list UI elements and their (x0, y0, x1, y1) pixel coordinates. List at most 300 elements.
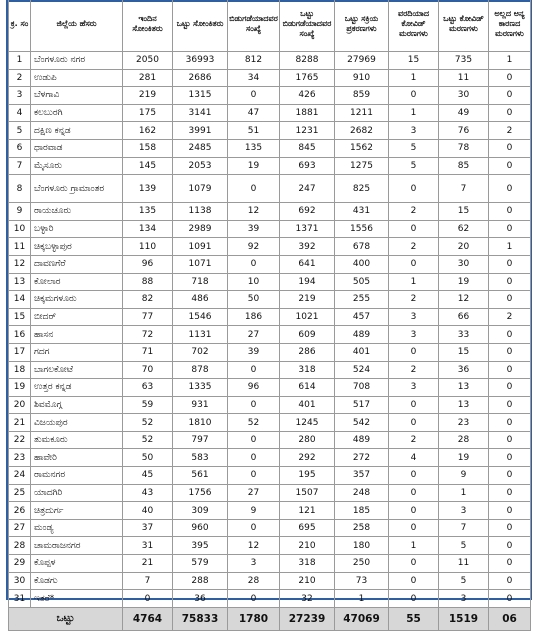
serial-cell: 17 (9, 343, 31, 361)
header-total-deaths: ಒಟ್ಟು ಕೋವಿಡ್ ಮರಣಗಳು (439, 0, 489, 52)
serial-cell: 11 (9, 238, 31, 256)
value-cell: 4 (389, 449, 439, 467)
table-row (9, 157, 531, 175)
district-name-cell: ಬಳ್ಳಾರಿ (31, 220, 123, 238)
value-cell: 1335 (173, 379, 228, 397)
value-cell: 27 (228, 326, 280, 344)
value-cell: 3 (389, 379, 439, 397)
value-cell: 272 (335, 449, 389, 467)
district-name-cell: ಬಾಗಲಕೋಟೆ (31, 361, 123, 379)
serial-cell: 12 (9, 255, 31, 273)
value-cell: 248 (335, 484, 389, 502)
value-cell: 76 (439, 122, 489, 140)
table-row (9, 590, 531, 608)
value-cell: 194 (280, 273, 335, 291)
district-name-cell: ದಕ್ಷಿಣ ಕನ್ನಡ (31, 122, 123, 140)
total-cell: 75833 (173, 607, 228, 630)
table-row (9, 238, 531, 256)
district-name-cell: ಕಲಬುರಗಿ (31, 104, 123, 122)
value-cell: 180 (335, 537, 389, 555)
value-cell: 542 (335, 414, 389, 432)
value-cell: 1507 (280, 484, 335, 502)
value-cell: 85 (439, 157, 489, 175)
serial-cell: 7 (9, 157, 31, 175)
value-cell: 0 (489, 104, 531, 122)
value-cell: 486 (173, 291, 228, 309)
value-cell: 280 (280, 431, 335, 449)
value-cell: 0 (489, 431, 531, 449)
value-cell: 0 (389, 87, 439, 105)
value-cell: 2053 (173, 157, 228, 175)
value-cell: 702 (173, 343, 228, 361)
value-cell: 162 (123, 122, 173, 140)
value-cell: 1275 (335, 157, 389, 175)
value-cell: 695 (280, 519, 335, 537)
district-name-cell: ಚಿಕ್ಕಮಗಳೂರು (31, 291, 123, 309)
value-cell: 88 (123, 273, 173, 291)
table-row (9, 87, 531, 105)
total-cell: 27239 (280, 607, 335, 630)
district-name-cell: ತುಮಕೂರು (31, 431, 123, 449)
table-row (9, 572, 531, 590)
value-cell: 878 (173, 361, 228, 379)
value-cell: 32 (280, 590, 335, 608)
value-cell: 59 (123, 396, 173, 414)
value-cell: 0 (228, 449, 280, 467)
value-cell: 0 (389, 255, 439, 273)
value-cell: 1021 (280, 308, 335, 326)
value-cell: 0 (489, 291, 531, 309)
value-cell: 27 (228, 484, 280, 502)
value-cell: 708 (335, 379, 389, 397)
value-cell: 40 (123, 502, 173, 520)
value-cell: 2485 (173, 139, 228, 157)
value-cell: 1371 (280, 220, 335, 238)
header-non-covid-deaths: ಅಲ್ಲದ ಅನ್ಯ ಕಾರಣದ ಮರಣಗಳು (489, 0, 531, 52)
value-cell: 175 (123, 104, 173, 122)
district-name-cell: ಹಾಸನ (31, 326, 123, 344)
value-cell: 5 (389, 139, 439, 157)
value-cell: 158 (123, 139, 173, 157)
value-cell: 31 (123, 537, 173, 555)
value-cell: 52 (123, 431, 173, 449)
district-name-cell: ರಾಯಚೂರು (31, 203, 123, 221)
value-cell: 583 (173, 449, 228, 467)
value-cell: 1810 (173, 414, 228, 432)
value-cell: 2 (489, 308, 531, 326)
value-cell: 50 (123, 449, 173, 467)
serial-cell: 26 (9, 502, 31, 520)
serial-cell: 21 (9, 414, 31, 432)
value-cell: 92 (228, 238, 280, 256)
table-row (9, 431, 531, 449)
serial-cell: 20 (9, 396, 31, 414)
value-cell: 78 (439, 139, 489, 157)
value-cell: 49 (439, 104, 489, 122)
value-cell: 110 (123, 238, 173, 256)
value-cell: 0 (489, 379, 531, 397)
table-row (9, 139, 531, 157)
table-row (9, 519, 531, 537)
value-cell: 5 (439, 572, 489, 590)
value-cell: 0 (489, 414, 531, 432)
district-name-cell: ರಾಮನಗರ (31, 467, 123, 485)
value-cell: 0 (489, 484, 531, 502)
serial-cell: 2 (9, 69, 31, 87)
value-cell: 0 (489, 157, 531, 175)
table-row (9, 484, 531, 502)
value-cell: 13 (439, 396, 489, 414)
value-cell: 12 (228, 537, 280, 555)
table-row (9, 449, 531, 467)
value-cell: 0 (228, 87, 280, 105)
district-name-cell: ಚಿಕ್ಕಬಳ್ಳಾಪುರ (31, 238, 123, 256)
value-cell: 0 (489, 519, 531, 537)
value-cell: 0 (489, 175, 531, 203)
value-cell: 517 (335, 396, 389, 414)
value-cell: 1315 (173, 87, 228, 105)
value-cell: 1 (489, 52, 531, 70)
total-label: ಒಟ್ಟು (9, 607, 123, 630)
district-name-cell: ದಾವಣಗೆರೆ (31, 255, 123, 273)
value-cell: 3141 (173, 104, 228, 122)
value-cell: 1 (439, 484, 489, 502)
value-cell: 1 (389, 273, 439, 291)
value-cell: 1 (489, 238, 531, 256)
value-cell: 34 (228, 69, 280, 87)
value-cell: 0 (389, 590, 439, 608)
value-cell: 12 (228, 203, 280, 221)
value-cell: 21 (123, 555, 173, 573)
value-cell: 7 (439, 175, 489, 203)
serial-cell: 22 (9, 431, 31, 449)
value-cell: 185 (335, 502, 389, 520)
header-district: ಜಿಲ್ಲೆಯ ಹೆಸರು (31, 0, 123, 52)
value-cell: 0 (489, 69, 531, 87)
serial-cell: 1 (9, 52, 31, 70)
value-cell: 2682 (335, 122, 389, 140)
value-cell: 73 (335, 572, 389, 590)
header-discharged: ಬಿಡುಗಡೆಯಾದವರ ಸಂಖ್ಯೆ (228, 0, 280, 52)
value-cell: 0 (228, 175, 280, 203)
value-cell: 0 (489, 590, 531, 608)
value-cell: 10 (228, 273, 280, 291)
value-cell: 0 (489, 361, 531, 379)
value-cell: 0 (489, 572, 531, 590)
value-cell: 401 (280, 396, 335, 414)
value-cell: 2989 (173, 220, 228, 238)
value-cell: 19 (439, 449, 489, 467)
value-cell: 0 (389, 555, 439, 573)
value-cell: 219 (280, 291, 335, 309)
district-name-cell: ಬೆಂಗಳೂರು ನಗರ (31, 52, 123, 70)
table-row (9, 361, 531, 379)
table-row (9, 537, 531, 555)
table-row (9, 555, 531, 573)
value-cell: 401 (335, 343, 389, 361)
district-name-cell: ಶಿವಮೊಗ್ಗ (31, 396, 123, 414)
value-cell: 70 (123, 361, 173, 379)
value-cell: 1 (389, 104, 439, 122)
serial-cell: 28 (9, 537, 31, 555)
value-cell: 7 (439, 519, 489, 537)
value-cell: 1756 (173, 484, 228, 502)
value-cell: 825 (335, 175, 389, 203)
serial-cell: 15 (9, 308, 31, 326)
district-name-cell: ಯಾದಗಿರಿ (31, 484, 123, 502)
value-cell: 0 (389, 502, 439, 520)
value-cell: 5 (389, 157, 439, 175)
district-name-cell: ಕೋಲಾರ (31, 273, 123, 291)
value-cell: 19 (439, 273, 489, 291)
value-cell: 72 (123, 326, 173, 344)
value-cell: 247 (280, 175, 335, 203)
value-cell: 0 (489, 449, 531, 467)
table-row (9, 343, 531, 361)
serial-cell: 9 (9, 203, 31, 221)
value-cell: 0 (489, 273, 531, 291)
value-cell: 210 (280, 537, 335, 555)
value-cell: 286 (280, 343, 335, 361)
value-cell: 0 (228, 519, 280, 537)
serial-cell: 14 (9, 291, 31, 309)
value-cell: 0 (228, 431, 280, 449)
value-cell: 45 (123, 467, 173, 485)
table-row (9, 502, 531, 520)
value-cell: 11 (439, 69, 489, 87)
value-cell: 39 (228, 343, 280, 361)
value-cell: 12 (439, 291, 489, 309)
value-cell: 66 (439, 308, 489, 326)
value-cell: 735 (439, 52, 489, 70)
district-name-cell: ಹಾವೇರಿ (31, 449, 123, 467)
table-row (9, 467, 531, 485)
total-row (9, 607, 531, 630)
value-cell: 145 (123, 157, 173, 175)
value-cell: 30 (439, 87, 489, 105)
value-cell: 5 (439, 537, 489, 555)
value-cell: 135 (123, 203, 173, 221)
value-cell: 71 (123, 343, 173, 361)
value-cell: 134 (123, 220, 173, 238)
value-cell: 505 (335, 273, 389, 291)
serial-cell: 8 (9, 175, 31, 203)
value-cell: 19 (228, 157, 280, 175)
total-cell: 47069 (335, 607, 389, 630)
total-cell: 1519 (439, 607, 489, 630)
value-cell: 23 (439, 414, 489, 432)
value-cell: 859 (335, 87, 389, 105)
value-cell: 3 (389, 326, 439, 344)
district-name-cell: ಚಾಮರಾಜನಗರ (31, 537, 123, 555)
value-cell: 678 (335, 238, 389, 256)
serial-cell: 5 (9, 122, 31, 140)
value-cell: 135 (228, 139, 280, 157)
value-cell: 2 (389, 431, 439, 449)
value-cell: 43 (123, 484, 173, 502)
value-cell: 0 (389, 572, 439, 590)
value-cell: 7 (123, 572, 173, 590)
district-name-cell: ಇತರೆ* (31, 590, 123, 608)
value-cell: 0 (489, 467, 531, 485)
serial-cell: 19 (9, 379, 31, 397)
table-row (9, 326, 531, 344)
value-cell: 219 (123, 87, 173, 105)
value-cell: 426 (280, 87, 335, 105)
value-cell: 1245 (280, 414, 335, 432)
value-cell: 11 (439, 555, 489, 573)
value-cell: 281 (123, 69, 173, 87)
value-cell: 39 (228, 220, 280, 238)
value-cell: 0 (489, 255, 531, 273)
value-cell: 195 (280, 467, 335, 485)
value-cell: 210 (280, 572, 335, 590)
value-cell: 0 (489, 555, 531, 573)
serial-cell: 13 (9, 273, 31, 291)
table-row (9, 255, 531, 273)
value-cell: 0 (228, 255, 280, 273)
value-cell: 33 (439, 326, 489, 344)
value-cell: 37 (123, 519, 173, 537)
value-cell: 431 (335, 203, 389, 221)
value-cell: 392 (280, 238, 335, 256)
value-cell: 0 (228, 590, 280, 608)
table-body (9, 52, 531, 608)
total-cell: 06 (489, 607, 531, 630)
table-row (9, 175, 531, 203)
value-cell: 3 (228, 555, 280, 573)
value-cell: 28 (228, 572, 280, 590)
value-cell: 0 (489, 326, 531, 344)
value-cell: 0 (389, 396, 439, 414)
value-cell: 36 (173, 590, 228, 608)
value-cell: 1131 (173, 326, 228, 344)
value-cell: 15 (439, 203, 489, 221)
value-cell: 309 (173, 502, 228, 520)
value-cell: 50 (228, 291, 280, 309)
value-cell: 82 (123, 291, 173, 309)
value-cell: 9 (228, 502, 280, 520)
value-cell: 2 (389, 238, 439, 256)
value-cell: 3 (439, 590, 489, 608)
value-cell: 3 (389, 308, 439, 326)
table-row (9, 203, 531, 221)
value-cell: 28 (439, 431, 489, 449)
value-cell: 1 (389, 537, 439, 555)
value-cell: 1231 (280, 122, 335, 140)
value-cell: 692 (280, 203, 335, 221)
value-cell: 52 (123, 414, 173, 432)
value-cell: 318 (280, 361, 335, 379)
value-cell: 0 (228, 396, 280, 414)
total-cell: 4764 (123, 607, 173, 630)
serial-cell: 10 (9, 220, 31, 238)
table-row (9, 396, 531, 414)
total-cell: 1780 (228, 607, 280, 630)
value-cell: 931 (173, 396, 228, 414)
value-cell: 0 (489, 537, 531, 555)
value-cell: 0 (389, 343, 439, 361)
value-cell: 1556 (335, 220, 389, 238)
value-cell: 36 (439, 361, 489, 379)
serial-cell: 29 (9, 555, 31, 573)
value-cell: 52 (228, 414, 280, 432)
value-cell: 0 (489, 203, 531, 221)
value-cell: 797 (173, 431, 228, 449)
value-cell: 288 (173, 572, 228, 590)
value-cell: 0 (389, 519, 439, 537)
serial-cell: 25 (9, 484, 31, 502)
district-name-cell: ಬೀದರ್ (31, 308, 123, 326)
value-cell: 2050 (123, 52, 173, 70)
header-today-infected: ಇಂದಿನ ಸೋಂಕಿತರು (123, 0, 173, 52)
value-cell: 62 (439, 220, 489, 238)
value-cell: 1562 (335, 139, 389, 157)
value-cell: 1 (389, 69, 439, 87)
table-row (9, 414, 531, 432)
value-cell: 357 (335, 467, 389, 485)
value-cell: 0 (389, 414, 439, 432)
district-name-cell: ಕೊಡಗು (31, 572, 123, 590)
value-cell: 258 (335, 519, 389, 537)
value-cell: 255 (335, 291, 389, 309)
header-reported-deaths: ವರದಿಯಾದ ಕೋವಿಡ್ ಮರಣಗಳು (389, 0, 439, 52)
value-cell: 0 (489, 502, 531, 520)
value-cell: 1765 (280, 69, 335, 87)
table-row (9, 273, 531, 291)
value-cell: 1546 (173, 308, 228, 326)
value-cell: 0 (389, 484, 439, 502)
district-name-cell: ಮಂಡ್ಯ (31, 519, 123, 537)
value-cell: 0 (489, 343, 531, 361)
value-cell: 2 (389, 291, 439, 309)
table-row (9, 308, 531, 326)
value-cell: 250 (335, 555, 389, 573)
value-cell: 0 (489, 220, 531, 238)
value-cell: 186 (228, 308, 280, 326)
value-cell: 0 (489, 396, 531, 414)
value-cell: 3 (389, 122, 439, 140)
value-cell: 51 (228, 122, 280, 140)
value-cell: 457 (335, 308, 389, 326)
value-cell: 20 (439, 238, 489, 256)
value-cell: 845 (280, 139, 335, 157)
serial-cell: 3 (9, 87, 31, 105)
value-cell: 3991 (173, 122, 228, 140)
value-cell: 2 (389, 361, 439, 379)
value-cell: 63 (123, 379, 173, 397)
serial-cell: 23 (9, 449, 31, 467)
table-header (9, 0, 531, 52)
header-serial: ಕ್ರ. ಸಂ (9, 0, 31, 52)
serial-cell: 31 (9, 590, 31, 608)
table-row (9, 291, 531, 309)
serial-cell: 24 (9, 467, 31, 485)
value-cell: 960 (173, 519, 228, 537)
district-name-cell: ಮೈಸೂರು (31, 157, 123, 175)
value-cell: 15 (389, 52, 439, 70)
value-cell: 0 (489, 139, 531, 157)
value-cell: 0 (489, 87, 531, 105)
header-total-infected: ಒಟ್ಟು ಸೋಂಕಿತರು (173, 0, 228, 52)
value-cell: 693 (280, 157, 335, 175)
value-cell: 1091 (173, 238, 228, 256)
serial-cell: 16 (9, 326, 31, 344)
total-cell: 55 (389, 607, 439, 630)
value-cell: 139 (123, 175, 173, 203)
value-cell: 614 (280, 379, 335, 397)
value-cell: 1071 (173, 255, 228, 273)
